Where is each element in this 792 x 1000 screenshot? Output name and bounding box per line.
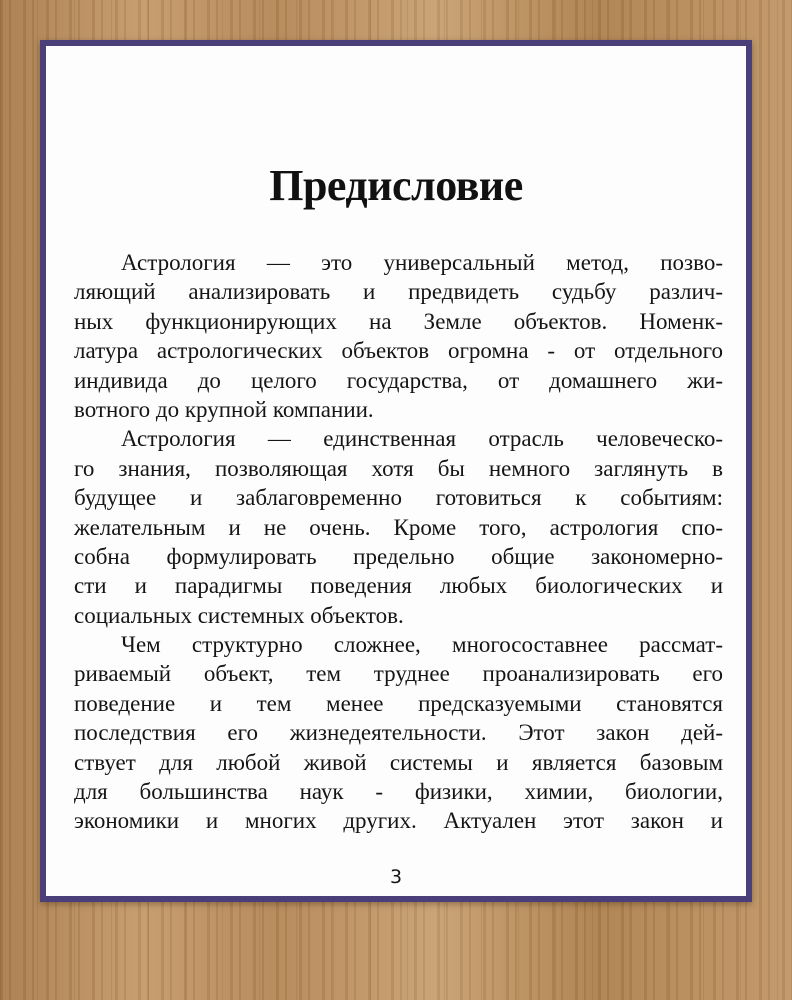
text-line: индивида до целого государства, от домашнего жи- — [74, 367, 723, 393]
text-line: последствия его жизнедеятельности. Этот закон дей- — [74, 720, 723, 746]
body-text — [74, 248, 723, 836]
text-line: го знания, позволяющая хотя бы немного заглянуть в — [74, 455, 723, 481]
page-heading: Предисловие — [269, 161, 523, 210]
text-line: будущее и заблаговременно готовиться к событиям: — [74, 485, 723, 511]
book-page — [46, 46, 746, 896]
text-line: латура астрологических объектов огромна - от отдельного — [74, 338, 723, 364]
text-line: ных функционирующих на Земле объектов. Номенк- — [74, 308, 723, 334]
text-line: сти и парадигмы поведения любых биологических и — [74, 573, 723, 599]
paragraph-2 — [74, 424, 723, 630]
text-line: собна формулировать предельно общие закономерно- — [74, 543, 723, 569]
book-page-frame — [40, 40, 752, 902]
text-line: желательным и не очень. Кроме того, астрология спо- — [74, 514, 723, 540]
text-line: для большинства наук - физики, химии, биологии, — [74, 779, 723, 805]
text-line: ляющий анализировать и предвидеть судьбу различ- — [74, 279, 723, 305]
text-line: Астрология — единственная отрасль человеческо- — [121, 426, 723, 452]
text-line: вотного до крупной компании. — [74, 396, 374, 422]
text-line: социальных системных объектов. — [74, 602, 404, 628]
page-number: 3 — [389, 866, 403, 888]
paragraph-3 — [74, 630, 723, 836]
text-line: экономики и многих других. Актуален этот закон и — [74, 808, 723, 834]
text-line: ствует для любой живой системы и является базовым — [74, 749, 723, 775]
text-line: поведение и тем менее предсказуемыми становятся — [74, 690, 723, 716]
text-line: риваемый объект, тем труднее проанализировать его — [74, 661, 723, 687]
text-line: Чем структурно сложнее, многосоставнее рассмат- — [121, 632, 723, 658]
text-line: Астрология — это универсальный метод, позво- — [121, 250, 723, 275]
paragraph-1 — [74, 248, 723, 424]
